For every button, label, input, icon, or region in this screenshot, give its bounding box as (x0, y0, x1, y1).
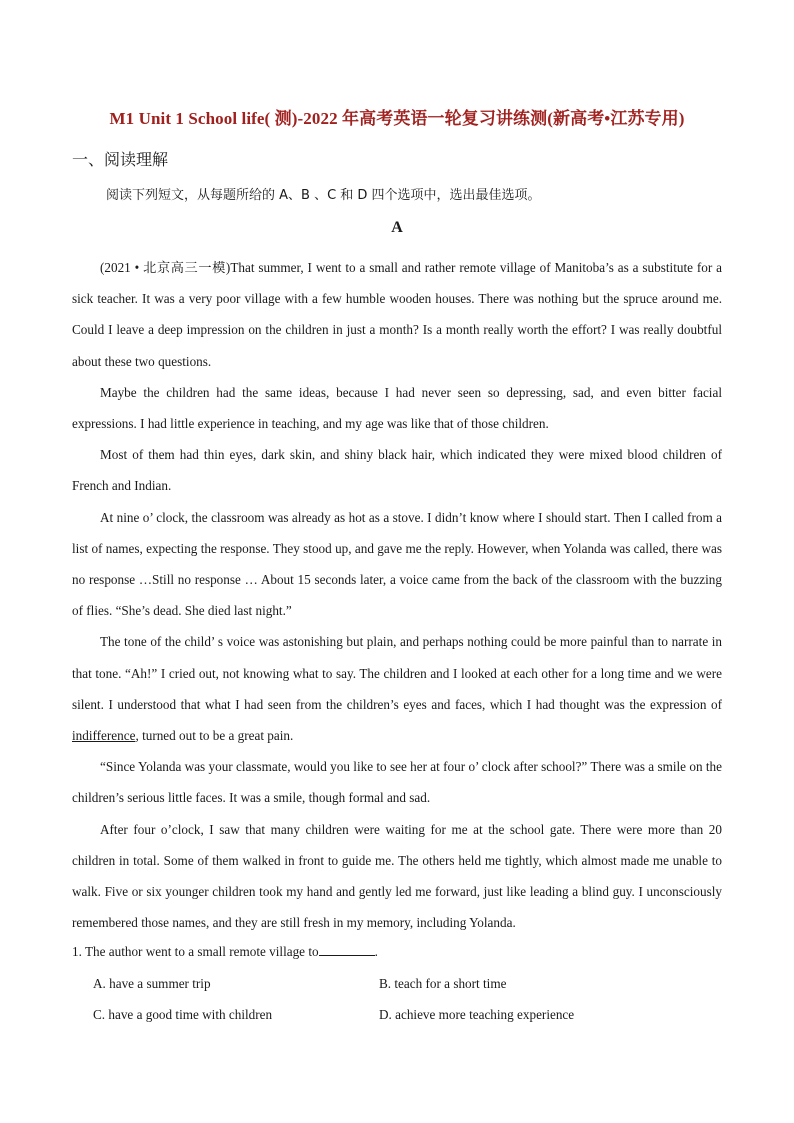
option-b[interactable]: B. teach for a short time (379, 976, 507, 991)
passage-body (72, 252, 722, 938)
option-a[interactable]: A. have a summer trip (93, 976, 211, 991)
paragraph-5-tail: , turned out to be a great pain. (135, 728, 294, 744)
passage-letter: A (391, 219, 403, 236)
paragraph-5-text: The tone of the child’ s voice was astonishing but plain, and perhaps nothing could be more painful than to narrate in that tone. “Ah!” I cried out, not knowing what to say. The children and I looked at each other for a long time and we were silent. I understood that what I had seen from the children’s eyes and faces, which I had thought was the expression of (72, 634, 722, 712)
paragraph-4: At nine o’ clock, the classroom was already as hot as a stove. I didn’t know where I should start. Then I called from a list of names, expecting the response. They stood up, and gave me the reply. However, when Yolanda was called, there was no response …Still no response … About 15 seconds later, a voice came from the back of the classroom with the buzzing of flies. “She’s dead. She died last night.” (72, 509, 722, 619)
paragraph-5 (72, 626, 722, 751)
paragraph-1: (2021 • 北京高三一模)That summer, I went to a small and rather remote village of Manitoba’s as a substitute for a sick teacher. It was a very poor village with a few humble wooden houses. There was nothing but the spruce around me. Could I leave a deep impression on the children in just a month? Is a month really worth the effort? I was really doubtful about these two questions. (72, 260, 722, 369)
section-heading: 一、阅读理解 (72, 150, 169, 169)
question-stem: 1. The author went to a small remote village to (72, 944, 319, 959)
paragraph-6: “Since Yolanda was your classmate, would you like to see her at four o’ clock after school?” There was a smile on the children’s serious little faces. It was a smile, though formal and sad. (72, 759, 722, 806)
option-c[interactable]: C. have a good time with children (93, 1007, 273, 1022)
paragraph-2: Maybe the children had the same ideas, because I had never seen so depressing, sad, and even bitter facial expressions. I had little experience in teaching, and my age was like that of those children. (72, 384, 722, 432)
answer-blank[interactable] (319, 942, 375, 956)
option-d[interactable]: D. achieve more teaching experience (379, 1007, 575, 1022)
instruction-text: 阅读下列短文，从每题所给的 A、B 、C 和 D 四个选项中，选出最佳选项。 (106, 188, 541, 203)
question-1 (72, 941, 378, 963)
question-stem-end: . (374, 944, 378, 959)
paragraph-3: Most of them had thin eyes, dark skin, and shiny black hair, which indicated they were mixed blood children of French and Indian. (72, 447, 722, 494)
underlined-word: indifference (72, 728, 136, 744)
paragraph-7: After four o’clock, I saw that many children were waiting for me at the school gate. There were more than 20 children in total. Some of them walked in front to guide me. The others held me tightly, which almost made me unable to walk. Five or six younger children took my hand and gently led me forward, just like leading a blind guy. I unconsciously remembered those names, and they are still fresh in my memory, including Yolanda. (72, 821, 722, 931)
document-title: M1 Unit 1 School life( 测)-2022 年高考英语一轮复习讲练测(新高考•江苏专用) (109, 109, 685, 128)
